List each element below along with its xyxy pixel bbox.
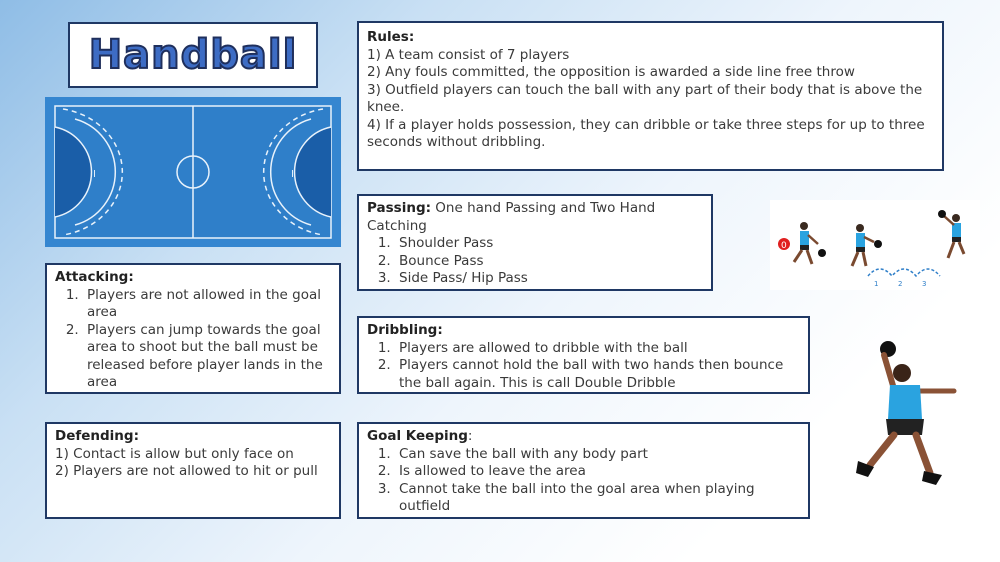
dribbling-list bbox=[367, 340, 800, 393]
defending-heading: Defending: bbox=[55, 428, 139, 444]
dribbling-item: 1. Players are allowed to dribble with the ball bbox=[395, 340, 800, 358]
goal-keeping-heading: Goal Keeping bbox=[367, 428, 468, 444]
defending-box bbox=[45, 422, 341, 519]
player-shirt bbox=[888, 385, 922, 419]
step-label: 0 bbox=[781, 241, 787, 251]
goal-keeping-heading-suffix: : bbox=[467, 428, 473, 444]
defending-item: 2) Players are not allowed to hit or pull bbox=[55, 463, 318, 479]
rules-box bbox=[357, 21, 944, 171]
dribbling-box bbox=[357, 316, 810, 394]
passing-box bbox=[357, 194, 713, 291]
attacking-item: 1. Players are not allowed in the goal area bbox=[83, 287, 331, 322]
defending-item: 1) Contact is allow but only face on bbox=[55, 445, 294, 462]
left-penalty-mark: I bbox=[93, 169, 96, 180]
bounce-pass-illustration bbox=[770, 200, 980, 290]
shooting-player-illustration bbox=[850, 335, 970, 495]
ball-icon bbox=[874, 240, 882, 248]
passing-intro-text: One hand Passing and Two Hand Catching bbox=[367, 200, 656, 234]
title-box bbox=[68, 22, 318, 88]
ball-icon bbox=[938, 210, 946, 218]
goal-keeping-item: 1. Can save the ball with any body part bbox=[395, 446, 800, 464]
rule-item: 2) Any fouls committed, the opposition is awarded a side line free throw bbox=[367, 64, 855, 80]
goal-keeping-box bbox=[357, 422, 810, 519]
page-title: Handball bbox=[88, 32, 298, 78]
goal-keeping-list bbox=[367, 446, 800, 516]
passing-item: 2. Bounce Pass bbox=[395, 253, 703, 271]
rules-list bbox=[367, 47, 934, 152]
rules-heading: Rules: bbox=[367, 29, 415, 45]
attacking-heading: Attacking: bbox=[55, 269, 134, 285]
player-head bbox=[893, 364, 911, 382]
step-label: 3 bbox=[922, 280, 927, 288]
goal-keeping-item: 2. Is allowed to leave the area bbox=[395, 463, 800, 481]
player-leg bbox=[916, 435, 930, 473]
goal-keeping-item: 3. Cannot take the ball into the goal area when playing outfield bbox=[395, 481, 800, 516]
attacking-item: 2. Players can jump towards the goal area to shoot but the ball must be released before player lands in the area bbox=[83, 322, 331, 392]
passing-item: 1. Shoulder Pass bbox=[395, 235, 703, 253]
right-penalty-mark: I bbox=[291, 169, 294, 180]
rule-item: 1) A team consist of 7 players bbox=[367, 46, 570, 63]
ball-icon bbox=[818, 249, 826, 257]
passing-list bbox=[367, 235, 703, 288]
rule-item: 3) Outfield players can touch the ball with any part of their body that is above the knee. bbox=[367, 81, 923, 115]
goal-keeping-heading-row bbox=[367, 428, 800, 446]
attacking-box bbox=[45, 263, 341, 394]
passing-item: 3. Side Pass/ Hip Pass bbox=[395, 270, 703, 288]
player-raised-arm bbox=[884, 355, 894, 389]
dribbling-item: 2. Players cannot hold the ball with two hands then bounce the ball again. This is call Double Dribble bbox=[395, 357, 800, 392]
step-label: 1 bbox=[874, 280, 879, 288]
rule-item: 4) If a player holds possession, they can dribble or take three steps for up to three seconds without dribbling. bbox=[367, 116, 925, 150]
player-leg bbox=[870, 435, 894, 465]
player-shoe bbox=[922, 471, 942, 485]
passing-heading: Passing: bbox=[367, 200, 432, 216]
dribbling-heading: Dribbling: bbox=[367, 322, 443, 338]
defending-list bbox=[55, 446, 331, 481]
passing-intro bbox=[367, 200, 703, 235]
attacking-list bbox=[55, 287, 331, 392]
step-label: 2 bbox=[898, 280, 903, 288]
handball-court-image bbox=[45, 97, 341, 247]
